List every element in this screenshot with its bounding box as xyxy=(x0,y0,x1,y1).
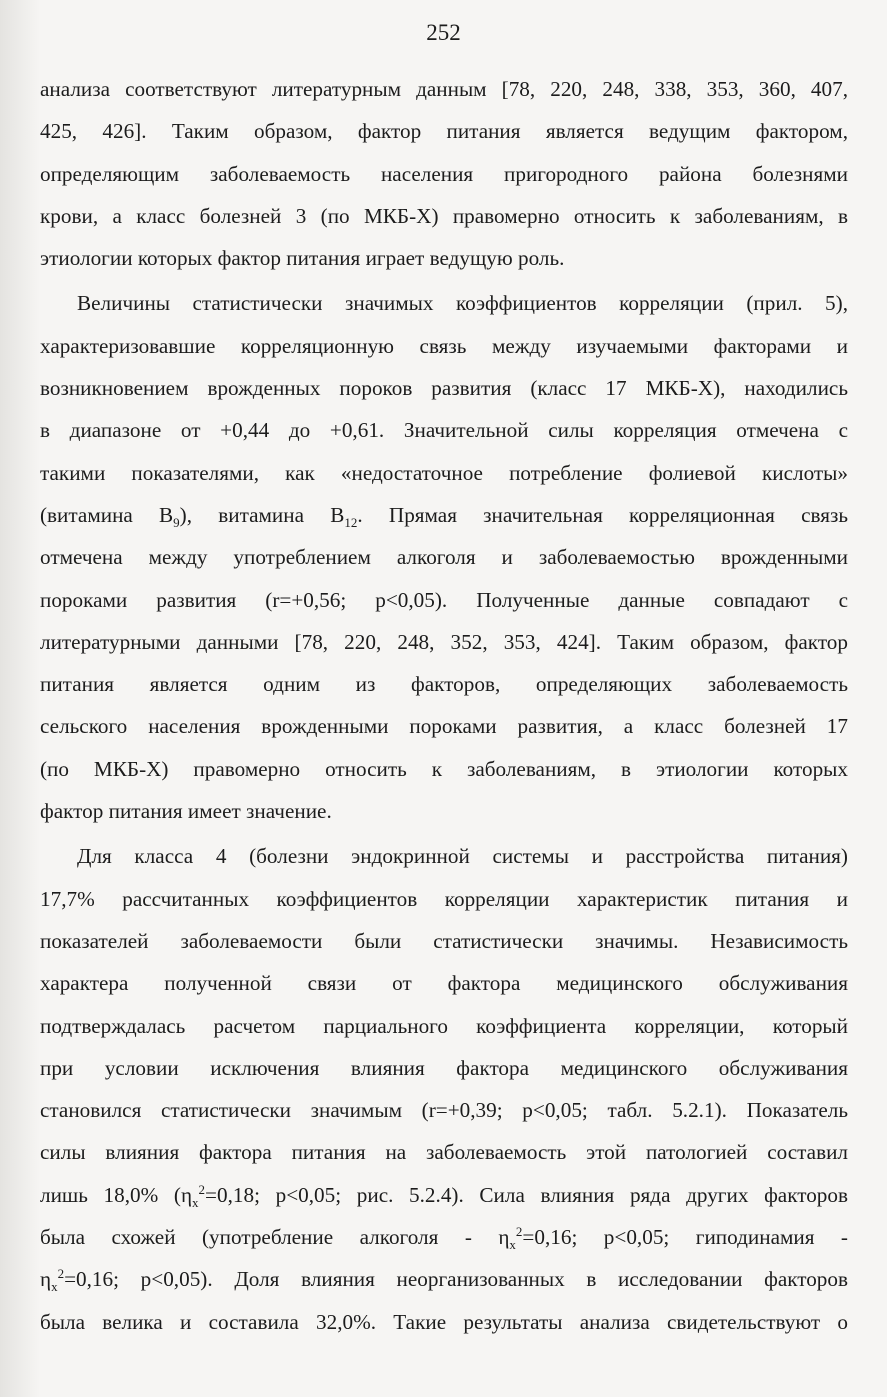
text-line: такими показателями, как «недостаточное потребление фолиевой кислоты» xyxy=(40,460,848,485)
text-line: при условии исключения влияния фактора медицинского обслуживания xyxy=(40,1055,848,1080)
text-line: 17,7% рассчитанных коэффициентов корреляции характеристик питания и xyxy=(40,886,848,911)
text-fragment: =0,16; p<0,05; гиподинамия - xyxy=(522,1225,848,1250)
text-line: 425, 426]. Таким образом, фактор питания является ведущим фактором, xyxy=(40,119,848,144)
subscript: 9 xyxy=(173,515,180,531)
text-line: определяющим заболеваемость населения пригородного района болезнями xyxy=(40,161,848,186)
subscript: x xyxy=(51,1279,58,1295)
superscript: 2 xyxy=(515,1223,523,1239)
text-fragment: =0,16; p<0,05). Доля влияния неорганизованных в исследовании факторов xyxy=(64,1267,848,1292)
text-line: становился статистически значимым (r=+0,39; p<0,05; табл. 5.2.1). Показатель xyxy=(40,1098,848,1123)
superscript: 2 xyxy=(198,1181,206,1197)
text-line: питания является одним из факторов, определяющих заболеваемость xyxy=(40,672,848,697)
text-fragment: (витамина B xyxy=(40,502,174,527)
text-fragment: была схожей (употребление алкоголя - η xyxy=(40,1225,510,1250)
text-line: в диапазоне от +0,44 до +0,61. Значительной силы корреляция отмечена с xyxy=(40,418,848,443)
subscript: 12 xyxy=(344,515,358,531)
text-line: отмечена между употреблением алкоголя и заболеваемостью врожденными xyxy=(40,545,848,570)
text-line xyxy=(40,1258,848,1300)
text-line: показателей заболеваемости были статистически значимы. Независимость xyxy=(40,928,848,953)
text-line: анализа соответствуют литературным данным [78, 220, 248, 338, 353, 360, 407, xyxy=(40,77,848,101)
text-line xyxy=(40,494,848,536)
text-fragment: . Прямая значительная корреляционная связь xyxy=(357,502,848,527)
text-line: сельского населения врожденными пороками развития, а класс болезней 17 xyxy=(40,714,848,739)
text-line: силы влияния фактора питания на заболеваемость этой патологией составил xyxy=(40,1140,848,1165)
subscript: x xyxy=(192,1194,199,1210)
text-line: крови, а класс болезней 3 (по МКБ-X) правомерно относить к заболеваниям, в xyxy=(40,203,848,228)
text-line: возникновением врожденных пороков развития (класс 17 МКБ-X), находились xyxy=(40,376,848,401)
text-line xyxy=(40,1216,848,1258)
text-line xyxy=(40,1174,848,1216)
page-number: 252 xyxy=(426,20,461,45)
text-line: Для класса 4 (болезни эндокринной системы и расстройства питания) xyxy=(77,844,848,869)
superscript: 2 xyxy=(57,1266,65,1282)
text-fragment: =0,18; p<0,05; рис. 5.2.4). Сила влияния ряда других факторов xyxy=(205,1182,848,1207)
text-line: Величины статистически значимых коэффициентов корреляции (прил. 5), xyxy=(77,291,848,316)
subscript: x xyxy=(509,1237,516,1253)
body-text xyxy=(40,68,848,1343)
text-line: подтверждалась расчетом парциального коэффициента корреляции, который xyxy=(40,1013,848,1038)
text-fragment: лишь 18,0% (η xyxy=(40,1182,193,1207)
text-line: характера полученной связи от фактора медицинского обслуживания xyxy=(40,971,848,996)
text-line: пороками развития (r=+0,56; p<0,05). Полученные данные совпадают с xyxy=(40,587,848,612)
text-fragment: ), витамина B xyxy=(179,502,345,527)
text-line: литературными данными [78, 220, 248, 352, 353, 424]. Таким образом, фактор xyxy=(40,629,848,654)
text-fragment: η xyxy=(40,1267,52,1292)
scan-edge-shadow xyxy=(0,0,40,1397)
text-line: этиологии которых фактор питания играет ведущую роль. xyxy=(40,246,565,271)
text-line: была велика и составила 32,0%. Такие результаты анализа свидетельствуют о xyxy=(40,1309,848,1334)
text-line: фактор питания имеет значение. xyxy=(40,799,332,824)
text-line: характеризовавшие корреляционную связь между изучаемыми факторами и xyxy=(40,333,848,358)
text-line: (по МКБ-X) правомерно относить к заболеваниям, в этиологии которых xyxy=(40,756,848,781)
